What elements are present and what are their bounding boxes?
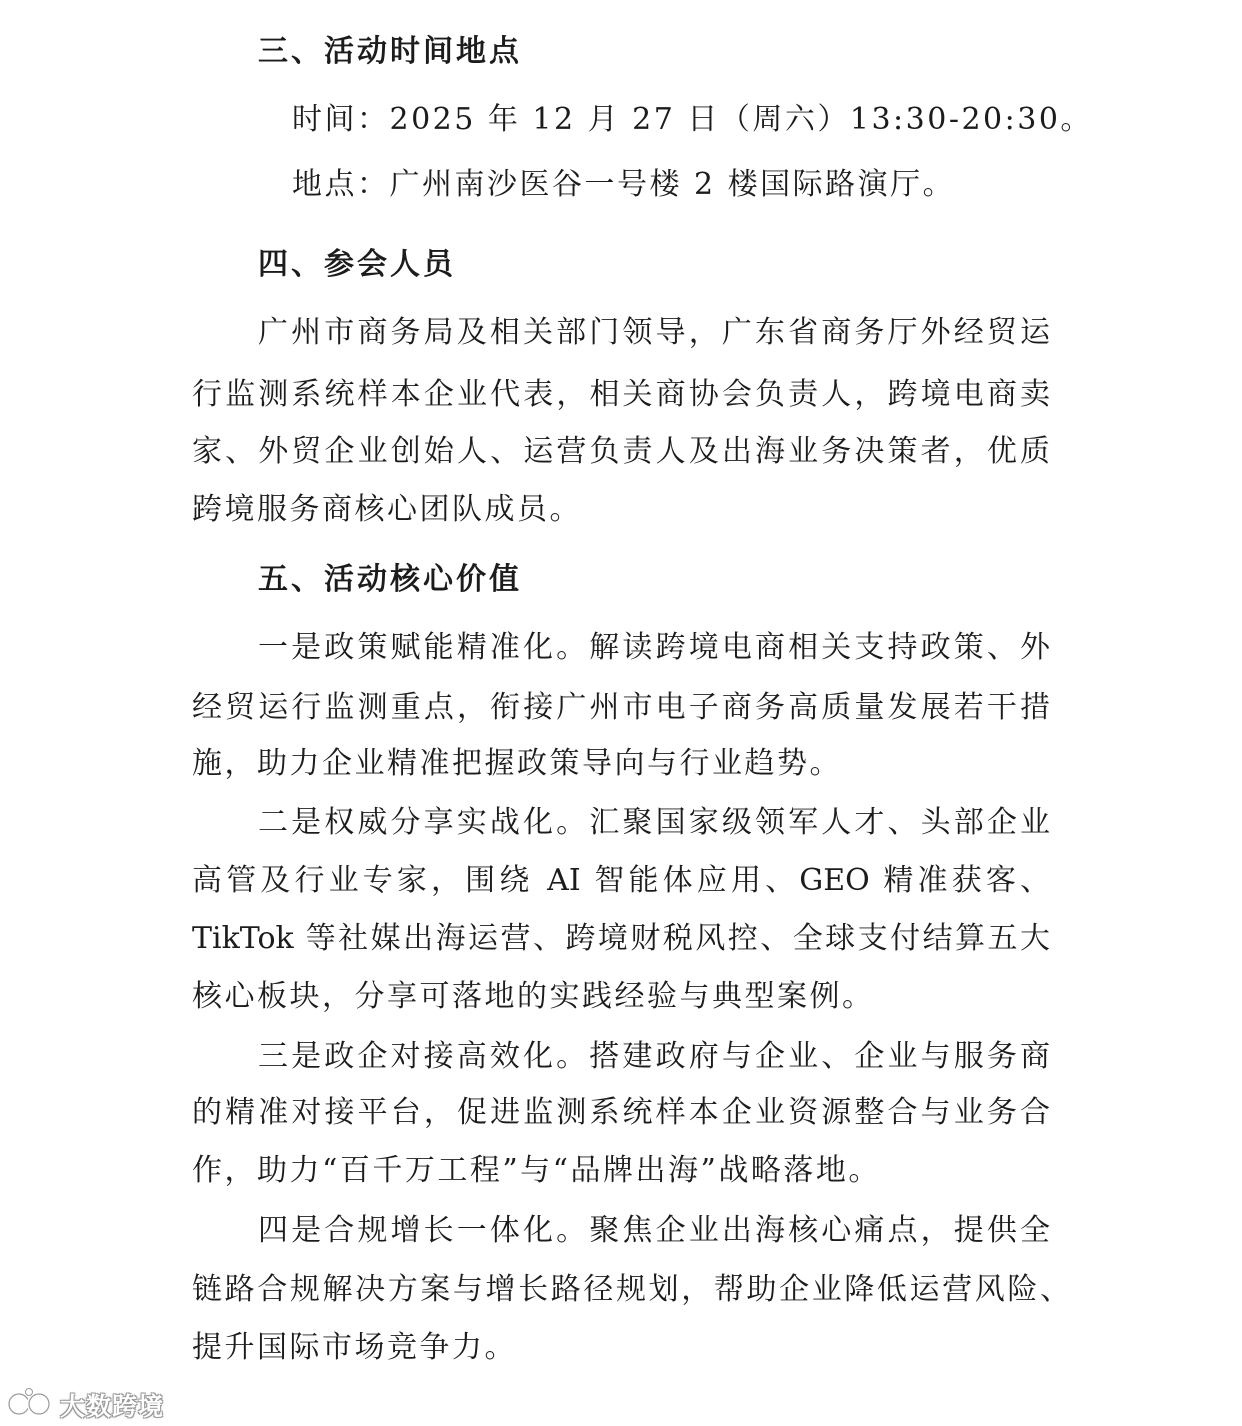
paragraph-line: 行监测系统样本企业代表，相关商协会负责人，跨境电商卖	[192, 377, 1050, 412]
paragraph-line: 的精准对接平台，促进监测系统样本企业资源整合与业务合	[192, 1095, 1050, 1130]
paragraph-line: 提升国际市场竞争力。	[192, 1330, 517, 1365]
paragraph-line: 三是政企对接高效化。搭建政府与企业、企业与服务商	[258, 1039, 1050, 1074]
paragraph-line: 施，助力企业精准把握政策导向与行业趋势。	[192, 746, 842, 781]
event-time: 时间：2025 年 12 月 27 日（周六）13:30-20:30。	[292, 102, 1093, 137]
section-heading-core-value: 五、活动核心价值	[258, 562, 522, 597]
paragraph-line: 链路合规解决方案与增长路径规划，帮助企业降低运营风险、	[192, 1272, 1070, 1307]
watermark	[6, 1386, 164, 1424]
paragraph-line: 跨境服务商核心团队成员。	[192, 492, 582, 527]
paragraph-line: TikTok 等社媒出海运营、跨境财税风控、全球支付结算五大	[192, 921, 1050, 956]
section-heading-attendees: 四、参会人员	[258, 247, 456, 282]
watermark-text: 大数跨境	[60, 1392, 165, 1421]
paragraph-line: 广州市商务局及相关部门领导，广东省商务厅外经贸运	[258, 315, 1050, 350]
paragraph-line: 核心板块，分享可落地的实践经验与典型案例。	[192, 979, 875, 1014]
watermark-logo-icon	[6, 1386, 54, 1424]
paragraph-line: 作，助力“百千万工程”与“品牌出海”战略落地。	[192, 1153, 881, 1188]
paragraph-line: 经贸运行监测重点，衔接广州市电子商务高质量发展若干措	[192, 690, 1050, 725]
section-heading-time-place: 三、活动时间地点	[258, 34, 522, 69]
event-place: 地点：广州南沙医谷一号楼 2 楼国际路演厅。	[292, 167, 956, 202]
paragraph-line: 四是合规增长一体化。聚焦企业出海核心痛点，提供全	[258, 1213, 1050, 1248]
paragraph-line: 二是权威分享实战化。汇聚国家级领军人才、头部企业	[258, 805, 1050, 840]
paragraph-line: 高管及行业专家，围绕 AI 智能体应用、GEO 精准获客、	[192, 863, 1050, 898]
paragraph-line: 家、外贸企业创始人、运营负责人及出海业务决策者，优质	[192, 434, 1050, 469]
paragraph-line: 一是政策赋能精准化。解读跨境电商相关支持政策、外	[258, 630, 1050, 665]
